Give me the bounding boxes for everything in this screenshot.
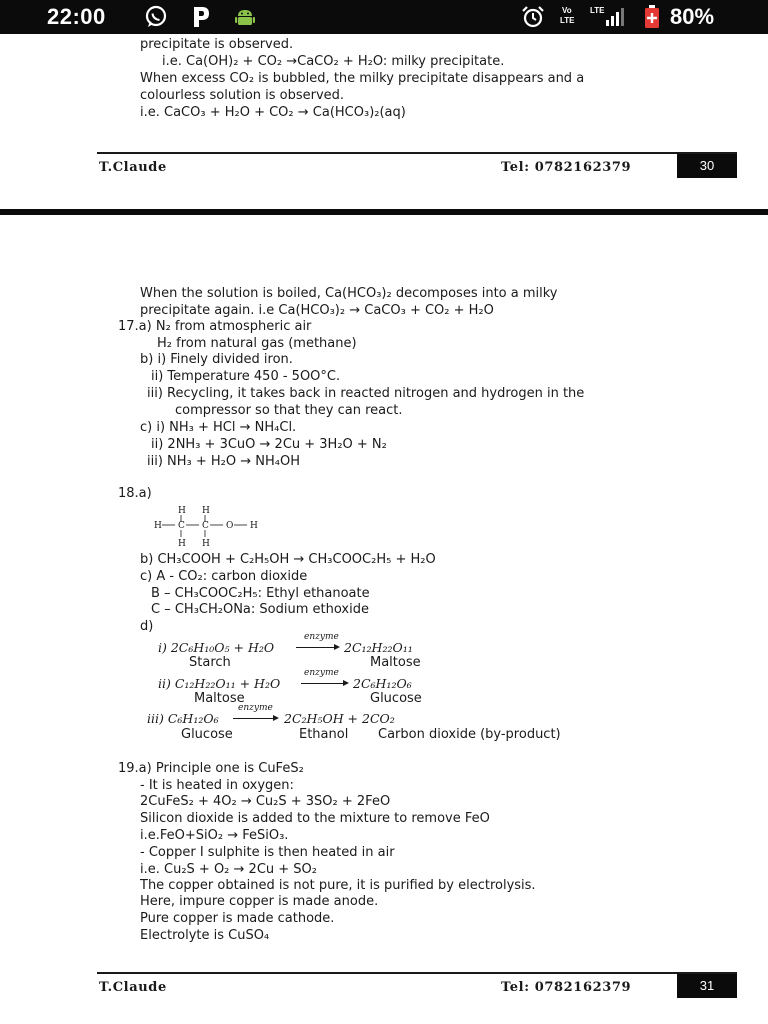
arrow-head (343, 680, 349, 686)
reaction-arrow (233, 718, 275, 719)
text-line: Silicon dioxide is added to the mixture to remove FeO (140, 811, 490, 826)
reaction-arrow (296, 647, 336, 648)
ethanol-structural-formula (152, 504, 272, 548)
reaction-lhs: i) 2C₆H₁₀O₅ + H₂O (158, 640, 275, 655)
atom-label: H (202, 506, 210, 516)
text-line: The copper obtained is not pure, it is purified by electrolysis. (140, 878, 536, 893)
caption: Maltose (370, 655, 421, 670)
question-17-heading: 17.a) N₂ from atmospheric air (118, 319, 312, 334)
android-debug-icon (233, 6, 257, 28)
text-line: d) (140, 619, 154, 634)
text-line: When excess CO₂ is bubbled, the milky precipitate disappears and a (140, 71, 585, 86)
text-line: iii) Recycling, it takes back in reacted nitrogen and hydrogen in the (147, 386, 585, 401)
text-line: ii) 2NH₃ + 3CuO → 2Cu + 3H₂O + N₂ (151, 437, 387, 452)
text-line: c) A - CO₂: carbon dioxide (140, 569, 308, 584)
text-line: When the solution is boiled, Ca(HCO₃)₂ decomposes into a milky (140, 286, 558, 301)
whatsapp-icon (143, 6, 169, 28)
text-line: B – CH₃COOC₂H₅: Ethyl ethanoate (151, 586, 370, 601)
text-line: precipitate again. i.e Ca(HCO₃)₂ → CaCO₃ + CO₂ + H₂O (140, 303, 494, 318)
text-line: compressor so that they can react. (175, 403, 403, 418)
atom-label: H (250, 521, 258, 531)
arrow-head (273, 715, 279, 721)
caption: Starch (189, 655, 231, 670)
text-line: i.e. Cu₂S + O₂ → 2Cu + SO₂ (140, 862, 317, 877)
battery-saver-icon (642, 6, 662, 28)
caption: Ethanol (299, 727, 349, 742)
reaction-rhs: 2C₁₂H₂₂O₁₁ (344, 640, 413, 655)
footer-phone: Tel: 0782162379 (501, 160, 632, 175)
text-line: b) i) Finely divided iron. (140, 352, 293, 367)
text-line: 2CuFeS₂ + 4O₂ → Cu₂S + 3SO₂ + 2FeO (140, 794, 391, 809)
text-line: Pure copper is made cathode. (140, 911, 335, 926)
footer-rule (97, 152, 737, 154)
footer-phone: Tel: 0782162379 (501, 980, 632, 995)
clock: 22:00 (47, 4, 106, 29)
battery-percent: 80% (670, 4, 715, 29)
text-line: ii) Temperature 450 - 5OO°C. (151, 369, 341, 384)
caption: Glucose (370, 691, 422, 706)
atom-label: H (154, 521, 162, 531)
caption: Carbon dioxide (by-product) (378, 727, 561, 742)
atom-label: C (202, 521, 209, 531)
text-line: i.e. Ca(OH)₂ + CO₂ →CaCO₂ + H₂O: milky precipitate. (162, 54, 505, 69)
reaction-rhs: 2C₆H₁₂O₆ (353, 676, 412, 691)
reaction-lhs: ii) C₁₂H₂₂O₁₁ + H₂O (158, 676, 281, 691)
text-line: Electrolyte is CuSO₄ (140, 928, 270, 943)
parking-app-icon (190, 6, 212, 28)
reaction-arrow (301, 683, 345, 684)
text-line: iii) NH₃ + H₂O → NH₄OH (147, 454, 301, 469)
text-line: colourless solution is observed. (140, 88, 345, 103)
question-18-heading: 18.a) (118, 486, 152, 501)
atom-label: H (202, 539, 210, 548)
volte-icon: Vo LTE (560, 6, 575, 25)
footer-author: T.Claude (99, 160, 167, 175)
status-bar (0, 0, 768, 34)
alarm-clock-icon (520, 6, 546, 28)
text-line: H₂ from natural gas (methane) (157, 336, 357, 351)
enzyme-label: enzyme (304, 668, 339, 678)
enzyme-label: enzyme (238, 703, 273, 713)
text-line: i.e. CaCO₃ + H₂O + CO₂ → Ca(HCO₃)₂(aq) (140, 105, 406, 120)
text-line: - Copper I sulphite is then heated in air (140, 845, 395, 860)
caption: Maltose (194, 691, 245, 706)
enzyme-label: enzyme (304, 632, 339, 642)
atom-label: C (178, 521, 185, 531)
text-line: precipitate is observed. (140, 37, 294, 52)
page-divider (0, 209, 768, 215)
page-number: 31 (677, 974, 737, 998)
atom-label: H (178, 506, 186, 516)
question-19-heading: 19.a) Principle one is CuFeS₂ (118, 761, 304, 776)
reaction-rhs: 2C₂H₅OH + 2CO₂ (284, 711, 395, 726)
atom-label: O (226, 521, 234, 531)
text-line: - It is heated in oxygen: (140, 778, 294, 793)
text-line: C – CH₃CH₂ONa: Sodium ethoxide (151, 602, 369, 617)
reaction-lhs: iii) C₆H₁₂O₆ (147, 711, 219, 726)
footer-author: T.Claude (99, 980, 167, 995)
text-line: i.e.FeO+SiO₂ → FeSiO₃. (140, 828, 289, 843)
lte-signal-icon: LTE (588, 6, 628, 28)
text-line: c) i) NH₃ + HCl → NH₄Cl. (140, 420, 297, 435)
footer-rule (97, 972, 737, 974)
text-line: b) CH₃COOH + C₂H₅OH → CH₃COOC₂H₅ + H₂O (140, 552, 436, 567)
atom-label: H (178, 539, 186, 548)
caption: Glucose (181, 727, 233, 742)
page-number: 30 (677, 154, 737, 178)
arrow-head (334, 644, 340, 650)
text-line: Here, impure copper is made anode. (140, 894, 379, 909)
